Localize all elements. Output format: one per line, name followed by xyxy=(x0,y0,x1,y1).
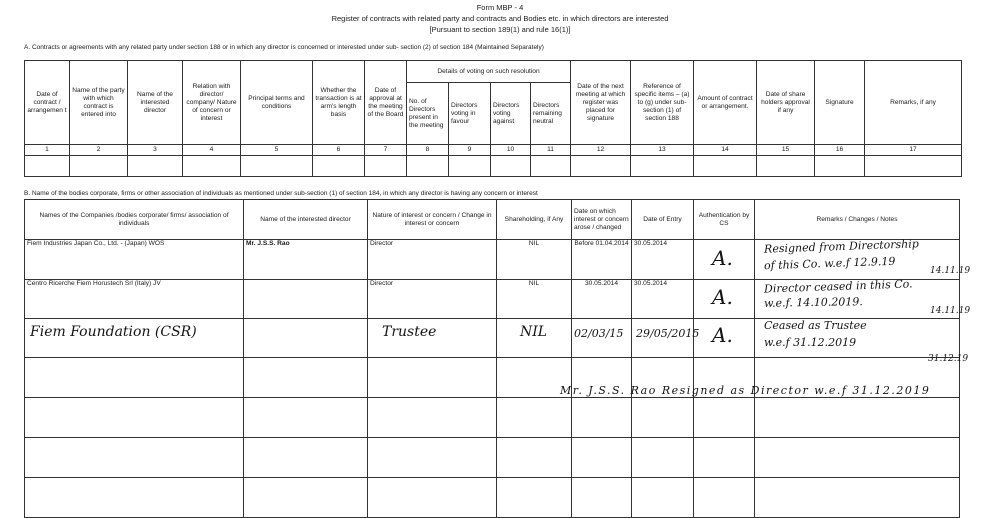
col-next-meeting: Date of the next meeting at which register was placed for signature xyxy=(571,61,631,145)
remarks-handwritten: Director ceased in this Co. xyxy=(763,277,913,296)
form-subtitle: Register of contracts with related party and contracts and Bodies etc. in which directors are interested xyxy=(331,14,669,23)
director-name xyxy=(244,280,368,319)
remarks-handwritten: w.e.f 31.12.2019 xyxy=(764,336,857,349)
empty-cell xyxy=(491,156,531,177)
empty-cell xyxy=(572,438,632,478)
col-relation: Relation with director/ company/ Nature of concern or interest xyxy=(183,61,241,145)
col-number: 5 xyxy=(241,145,313,156)
shareholding-value: NIL xyxy=(497,280,572,319)
empty-cell xyxy=(531,156,571,177)
col-number: 12 xyxy=(571,145,631,156)
date-entry-handwritten: 29/05/2015 xyxy=(636,327,700,340)
shareholding-handwritten: NIL xyxy=(520,324,548,340)
cs-signature: A. xyxy=(712,285,733,309)
remarks-handwritten: of this Co. w.e.f 12.9.19 xyxy=(763,254,896,273)
table-row xyxy=(25,438,960,478)
empty-cell xyxy=(757,156,815,177)
shareholding-value: NIL xyxy=(497,240,572,280)
empty-cell xyxy=(694,478,755,518)
empty-cell xyxy=(25,156,70,177)
section-a-table xyxy=(24,60,962,177)
col-number: 10 xyxy=(491,145,531,156)
col-b-interested-director: Name of the interested director xyxy=(244,200,368,240)
empty-cell xyxy=(407,156,449,177)
col-number: 4 xyxy=(183,145,241,156)
cs-signature: A. xyxy=(712,323,733,347)
company-name-handwritten: Fiem Foundation (CSR) xyxy=(30,324,197,340)
col-approval-date: Date of approval at the meeting of the Board xyxy=(365,61,407,145)
col-principal-terms: Principal terms and conditions xyxy=(241,61,313,145)
section-a-heading: A. Contracts or agreements with any related party under section 188 or in which any director is concerned or interested under sub- section (2) of section 184 (Maintained Separately) xyxy=(24,44,544,51)
form-title: Form MBP - 4 xyxy=(476,3,524,12)
empty-cell xyxy=(368,398,497,438)
empty-cell xyxy=(694,156,757,177)
empty-cell xyxy=(313,156,365,177)
col-nature-interest: Nature of interest or concern / Change in interest or concern xyxy=(368,200,497,240)
remarks-handwritten: Ceased as Trustee xyxy=(764,319,867,332)
col-arms-length: Whether the transaction is at arm's length basis xyxy=(313,61,365,145)
date-arose-value: 30.05.2014 xyxy=(572,280,632,319)
empty-cell xyxy=(244,358,368,398)
col-number: 16 xyxy=(815,145,865,156)
date-arose-value: Before 01.04.2014 xyxy=(572,240,632,280)
col-number: 15 xyxy=(757,145,815,156)
empty-cell xyxy=(241,156,313,177)
col-authentication: Authentication by CS xyxy=(694,200,755,240)
cs-signature: A. xyxy=(712,246,733,270)
col-number: 7 xyxy=(365,145,407,156)
empty-cell xyxy=(244,438,368,478)
empty-cell xyxy=(25,358,244,398)
empty-cell xyxy=(25,438,244,478)
remarks-handwritten: Resigned from Directorship xyxy=(763,237,920,256)
col-date-contract: Date of contract / arrangemen t xyxy=(25,61,70,145)
empty-cell xyxy=(632,438,694,478)
empty-cell xyxy=(497,478,572,518)
empty-cell xyxy=(25,478,244,518)
empty-cell xyxy=(497,438,572,478)
empty-cell xyxy=(368,438,497,478)
empty-cell xyxy=(25,398,244,438)
date-arose-handwritten: 02/03/15 xyxy=(574,327,624,340)
empty-cell xyxy=(632,478,694,518)
empty-cell xyxy=(755,398,960,438)
col-number: 6 xyxy=(313,145,365,156)
empty-cell xyxy=(368,358,497,398)
nature-handwritten: Trustee xyxy=(382,324,437,340)
empty-cell xyxy=(244,478,368,518)
col-number: 14 xyxy=(694,145,757,156)
col-date-arose: Date on which interest or concern arose / changed xyxy=(572,200,632,240)
empty-cell xyxy=(865,156,962,177)
empty-cell xyxy=(70,156,128,177)
col-number: 2 xyxy=(70,145,128,156)
col-directors-present: No. of Directors present in the meeting xyxy=(407,83,449,145)
initial-date: 31.12.19 xyxy=(928,354,969,364)
empty-cell xyxy=(694,398,755,438)
nature-value: Director xyxy=(368,280,497,319)
col-date-entry: Date of Entry xyxy=(632,200,694,240)
col-voting-group: Details of voting on such resolution xyxy=(407,61,571,83)
table-row xyxy=(25,398,960,438)
col-number: 17 xyxy=(865,145,962,156)
table-row xyxy=(25,478,960,518)
col-company-names: Names of the Companies /bodies corporate/ firms/ association of individuals xyxy=(25,200,244,240)
director-name: Mr. J.S.S. Rao xyxy=(244,240,368,280)
col-number: 9 xyxy=(449,145,491,156)
initial-date: 14.11.19 xyxy=(930,266,971,276)
empty-cell xyxy=(368,478,497,518)
empty-cell xyxy=(449,156,491,177)
empty-cell xyxy=(571,156,631,177)
empty-cell xyxy=(755,478,960,518)
empty-cell xyxy=(244,398,368,438)
col-voting-favour: Directors voting in favour xyxy=(449,83,491,145)
initial-date: 14.11.19 xyxy=(930,306,971,316)
empty-cell xyxy=(183,156,241,177)
col-number: 8 xyxy=(407,145,449,156)
empty-cell xyxy=(128,156,183,177)
empty-cell xyxy=(815,156,865,177)
remarks-handwritten: w.e.f. 14.10.2019. xyxy=(763,295,863,310)
empty-cell xyxy=(497,398,572,438)
empty-cell xyxy=(631,156,694,177)
col-shareholding: Shareholding, if Any xyxy=(497,200,572,240)
empty-cell xyxy=(755,438,960,478)
empty-cell xyxy=(365,156,407,177)
col-party-name: Name of the party with which contract is entered into xyxy=(70,61,128,145)
empty-cell xyxy=(244,319,368,358)
date-entry-value: 30.05.2014 xyxy=(632,240,694,280)
footnote-handwritten: Mr. J.S.S. Rao Resigned as Director w.e.f 31.12.2019 xyxy=(560,384,931,397)
empty-cell xyxy=(572,398,632,438)
form-rule: [Pursuant to section 189(1) and rule 16(1)] xyxy=(429,25,571,34)
col-remaining-neutral: Directors remaining neutral xyxy=(531,83,571,145)
col-number: 11 xyxy=(531,145,571,156)
section-b-heading: B. Name of the bodies corporate, firms or other association of individuals as mentioned under sub-section (1) of section 184, in which any director is having any concern or interest xyxy=(24,190,538,197)
col-number: 1 xyxy=(25,145,70,156)
col-reference-items: Reference of specific items – (a) to (g) under sub-section (1) of section 188 xyxy=(631,61,694,145)
col-number: 13 xyxy=(631,145,694,156)
col-b-remarks: Remarks / Changes / Notes xyxy=(755,200,960,240)
col-interested-director: Name of the interested director xyxy=(128,61,183,145)
empty-cell xyxy=(632,398,694,438)
col-voting-against: Directors voting against xyxy=(491,83,531,145)
company-name: Fiem Industries Japan Co., Ltd. - (Japan) WOS xyxy=(25,240,244,280)
col-amount: Amount of contract or arrangement. xyxy=(694,61,757,145)
nature-value: Director xyxy=(368,240,497,280)
col-signature: Signature xyxy=(815,61,865,145)
date-entry-value: 30.05.2014 xyxy=(632,280,694,319)
col-shareholder-approval: Date of share holders approval if any xyxy=(757,61,815,145)
col-remarks: Remarks, if any xyxy=(865,61,962,145)
col-number: 3 xyxy=(128,145,183,156)
company-name: Centro Ricerche Fiem Horustech Srl (Italy) JV xyxy=(25,280,244,319)
empty-cell xyxy=(572,478,632,518)
empty-cell xyxy=(694,438,755,478)
